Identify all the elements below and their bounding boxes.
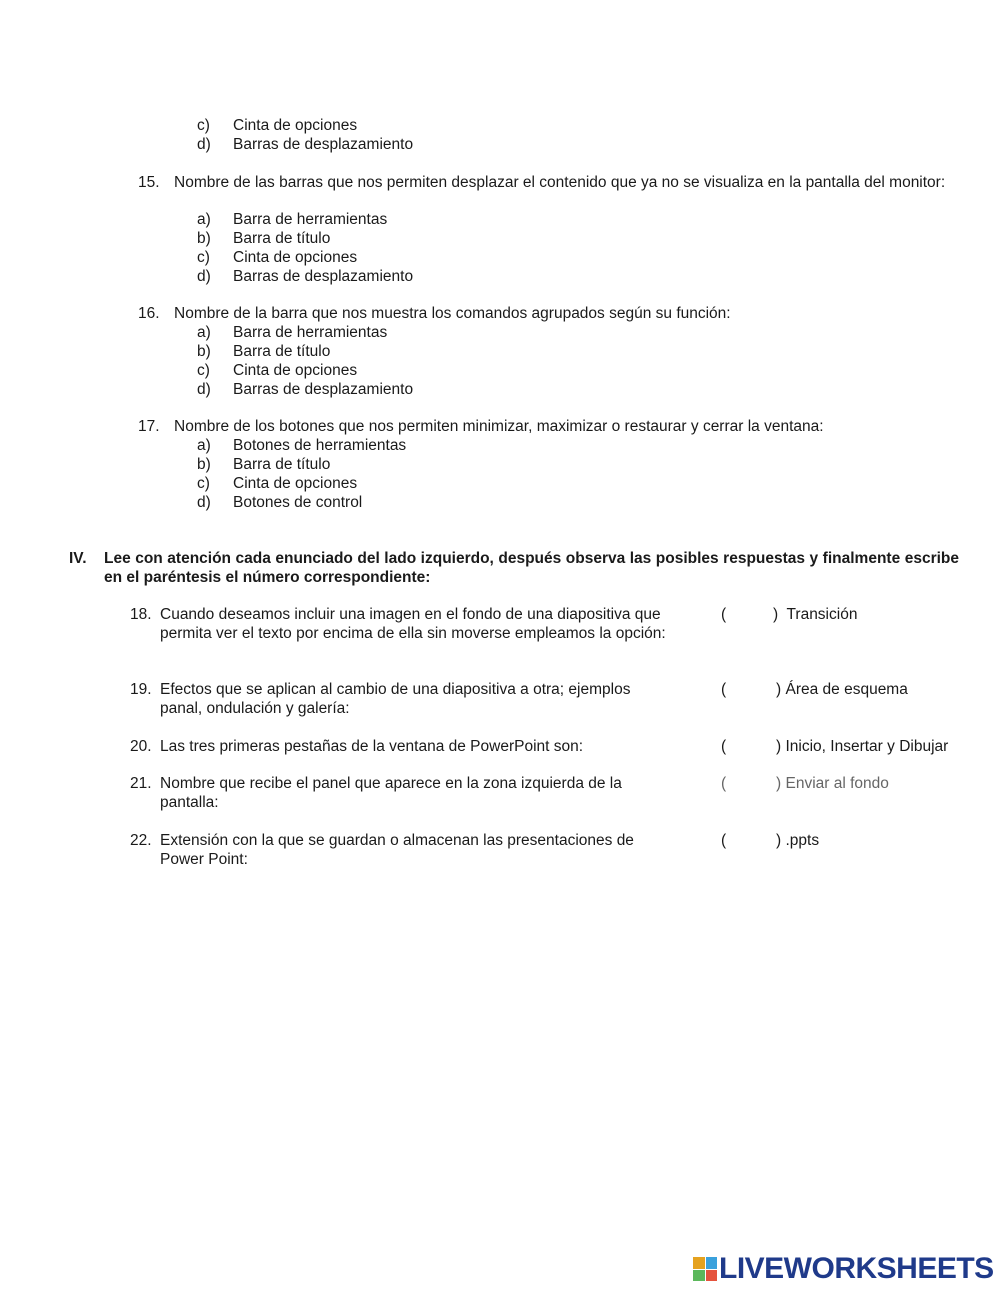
q15-option-b[interactable]: b) Barra de título [197,230,331,247]
answer-slot-19[interactable] [721,680,908,699]
q17-option-c[interactable]: c) Cinta de opciones [197,475,358,492]
q17-option-a[interactable]: a) Botones de herramientas [197,437,407,454]
question-number: 17. [138,418,160,435]
logo-mark-icon [693,1257,717,1281]
q15-option-d[interactable]: d) Barras de desplazamiento [197,268,414,285]
paren-close: ) [776,832,782,849]
paren-open: ( [721,775,727,792]
paren-open: ( [721,606,727,623]
section-number: IV. [69,550,87,567]
q15-option-a[interactable]: a) Barra de herramientas [197,211,388,228]
answer-option: Inicio, Insertar y Dibujar [785,738,949,755]
paren-close: ) [776,738,782,755]
option-d: d) Barras de desplazamiento [197,136,414,153]
question-15 [138,173,968,192]
q17-option-d[interactable]: d) Botones de control [197,494,363,511]
question-number: 16. [138,305,160,322]
paren-close: ) [776,775,782,792]
question-text: Nombre de los botones que nos permiten minimizar, maximizar o restaurar y cerrar la ventana: [174,418,824,435]
answer-option: Enviar al fondo [785,775,889,792]
answer-slot-22[interactable] [721,831,819,850]
answer-slot-21[interactable] [721,774,889,793]
logo-text: LIVEWORKSHEETS [719,1252,994,1285]
q16-option-a[interactable]: a) Barra de herramientas [197,324,388,341]
question-text: Nombre de las barras que nos permiten desplazar el contenido que ya no se visualiza en la pantalla del monitor: [174,174,946,191]
paren-open: ( [721,738,727,755]
answer-option: .ppts [785,832,820,849]
matching-item-22: 22. Extensión con la que se guardan o almacenan las presentaciones de Power Point: [130,832,634,868]
q16-option-d[interactable]: d) Barras de desplazamiento [197,381,414,398]
answer-option: Transición [786,606,858,623]
matching-item-19: 19. Efectos que se aplican al cambio de una diapositiva a otra; ejemplos panal, ondulación y galería: [130,681,631,717]
matching-item-20: 20. Las tres primeras pestañas de la ventana de PowerPoint son: [130,738,584,755]
question-17 [138,417,968,436]
option-c: c) Cinta de opciones [197,117,358,134]
answer-slot-20[interactable] [721,737,948,756]
section-iv-heading [69,549,959,587]
section-instructions: Lee con atención cada enunciado del lado izquierdo, después observa las posibles respuestas y finalmente escribe en el paréntesis el número correspondiente: [104,550,959,586]
q16-option-c[interactable]: c) Cinta de opciones [197,362,358,379]
matching-item-21: 21. Nombre que recibe el panel que aparece en la zona izquierda de la pantalla: [130,775,622,811]
liveworksheets-logo[interactable] [693,1252,994,1286]
q15-option-c[interactable]: c) Cinta de opciones [197,249,358,266]
matching-item-18: 18. Cuando deseamos incluir una imagen en el fondo de una diapositiva que permita ver el texto por encima de ella sin moverse empleamos la opción: [130,606,666,642]
paren-close: ) [776,681,782,698]
answer-option: Área de esquema [785,681,908,698]
question-16 [138,304,968,323]
q16-option-b[interactable]: b) Barra de título [197,343,331,360]
q17-option-b[interactable]: b) Barra de título [197,456,331,473]
question-text: Nombre de la barra que nos muestra los comandos agrupados según su función: [174,305,731,322]
paren-open: ( [721,681,727,698]
paren-close: ) [773,606,779,623]
answer-slot-18[interactable] [721,605,857,624]
paren-open: ( [721,832,727,849]
question-number: 15. [138,174,160,191]
